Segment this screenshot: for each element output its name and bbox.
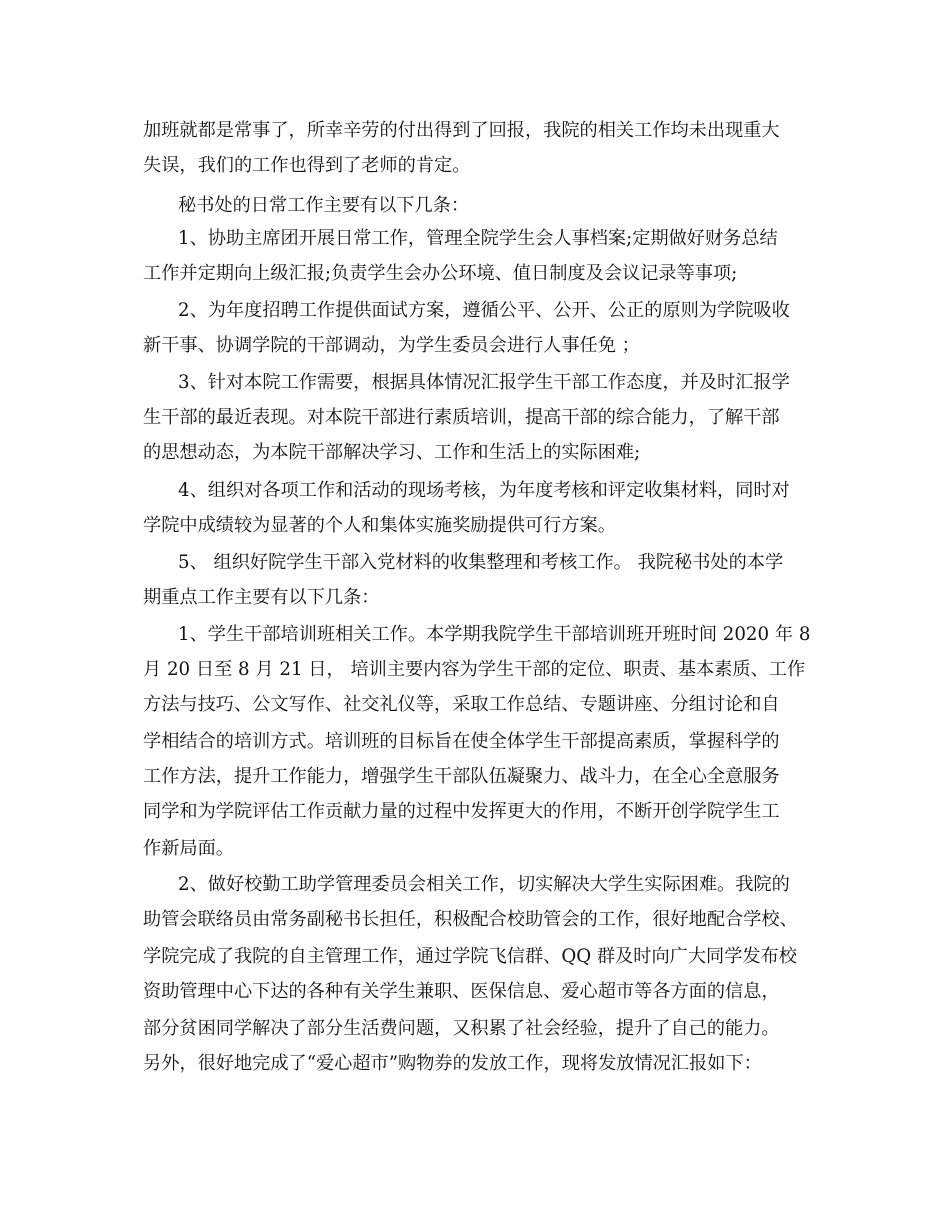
text-line: 方法与技巧、公文写作、社交礼仪等，采取工作总结、专题讲座、分组讨论和自	[143, 694, 780, 715]
text-line: 3、针对本院工作需要，根据具体情况汇报学生干部工作态度，并及时汇报学	[178, 372, 790, 393]
text-line: 学院中成绩较为显著的个人和集体实施奖励提供可行方案。	[143, 515, 616, 536]
text-line: 另外，很好地完成了“爱心超市”购物券的发放工作，现将发放情况汇报如下：	[143, 1053, 762, 1074]
text-line: 期重点工作主要有以下几条：	[143, 587, 380, 608]
text-line: 4、组织对各项工作和活动的现场考核，为年度考核和评定收集材料，同时对	[178, 480, 790, 501]
text-line: 部分贫困同学解决了部分生活费问题，又积累了社会经验，提升了自己的能力。	[143, 1018, 780, 1039]
text-line: 2、为年度招聘工作提供面试方案，遵循公平、公开、公正的原则为学院吸收	[178, 300, 790, 321]
text-line: 5、 组织好院学生干部入党材料的收集整理和考核工作。 我院秘书处的本学	[178, 552, 784, 573]
text-line: 学院完成了我院的自主管理工作，通过学院飞信群、QQ 群及时向广大同学发布校	[143, 946, 797, 967]
text-line: 新干事、协调学院的干部调动，为学生委员会进行人事任免 ；	[143, 335, 640, 356]
text-line: 工作方法，提升工作能力，增强学生干部队伍凝聚力、战斗力，在全心全意服务	[143, 766, 780, 787]
text-line: 加班就都是常事了，所幸辛劳的付出得到了回报，我院的相关工作均未出现重大	[143, 120, 780, 141]
text-line: 1、学生干部培训班相关工作。本学期我院学生干部培训班开班时间 2020 年 8	[178, 624, 811, 645]
text-line: 生干部的最近表现。对本院干部进行素质培训，提高干部的综合能力，了解干部	[143, 407, 780, 428]
text-line: 资助管理中心下达的各种有关学生兼职、医保信息、爱心超市等各方面的信息，	[143, 981, 780, 1002]
text-line: 同学和为学院评估工作贡献力量的过程中发挥更大的作用，不断开创学院学生工	[143, 801, 780, 822]
text-line: 秘书处的日常工作主要有以下几条：	[178, 195, 470, 216]
text-line: 月 20 日至 8 月 21 日， 培训主要内容为学生干部的定位、职责、基本素质、工作	[143, 659, 806, 680]
text-line: 2、做好校勤工助学管理委员会相关工作，切实解决大学生实际困难。我院的	[178, 874, 790, 895]
text-line: 助管会联络员由常务副秘书长担任，积极配合校助管会的工作，很好地配合学校、	[143, 909, 798, 930]
text-line: 1、协助主席团开展日常工作，管理全院学生会人事档案;定期做好财务总结	[178, 228, 778, 249]
text-line: 的思想动态，为本院干部解决学习、工作和生活上的实际困难;	[143, 442, 641, 463]
text-line: 学相结合的培训方式。培训班的目标旨在使全体学生干部提高素质，掌握科学的	[143, 731, 780, 752]
text-line: 作新局面。	[143, 838, 234, 859]
text-line: 失误，我们的工作也得到了老师的肯定。	[143, 155, 471, 176]
text-line: 工作并定期向上级汇报;负责学生会办公环境、值日制度及会议记录等事项;	[143, 263, 738, 284]
